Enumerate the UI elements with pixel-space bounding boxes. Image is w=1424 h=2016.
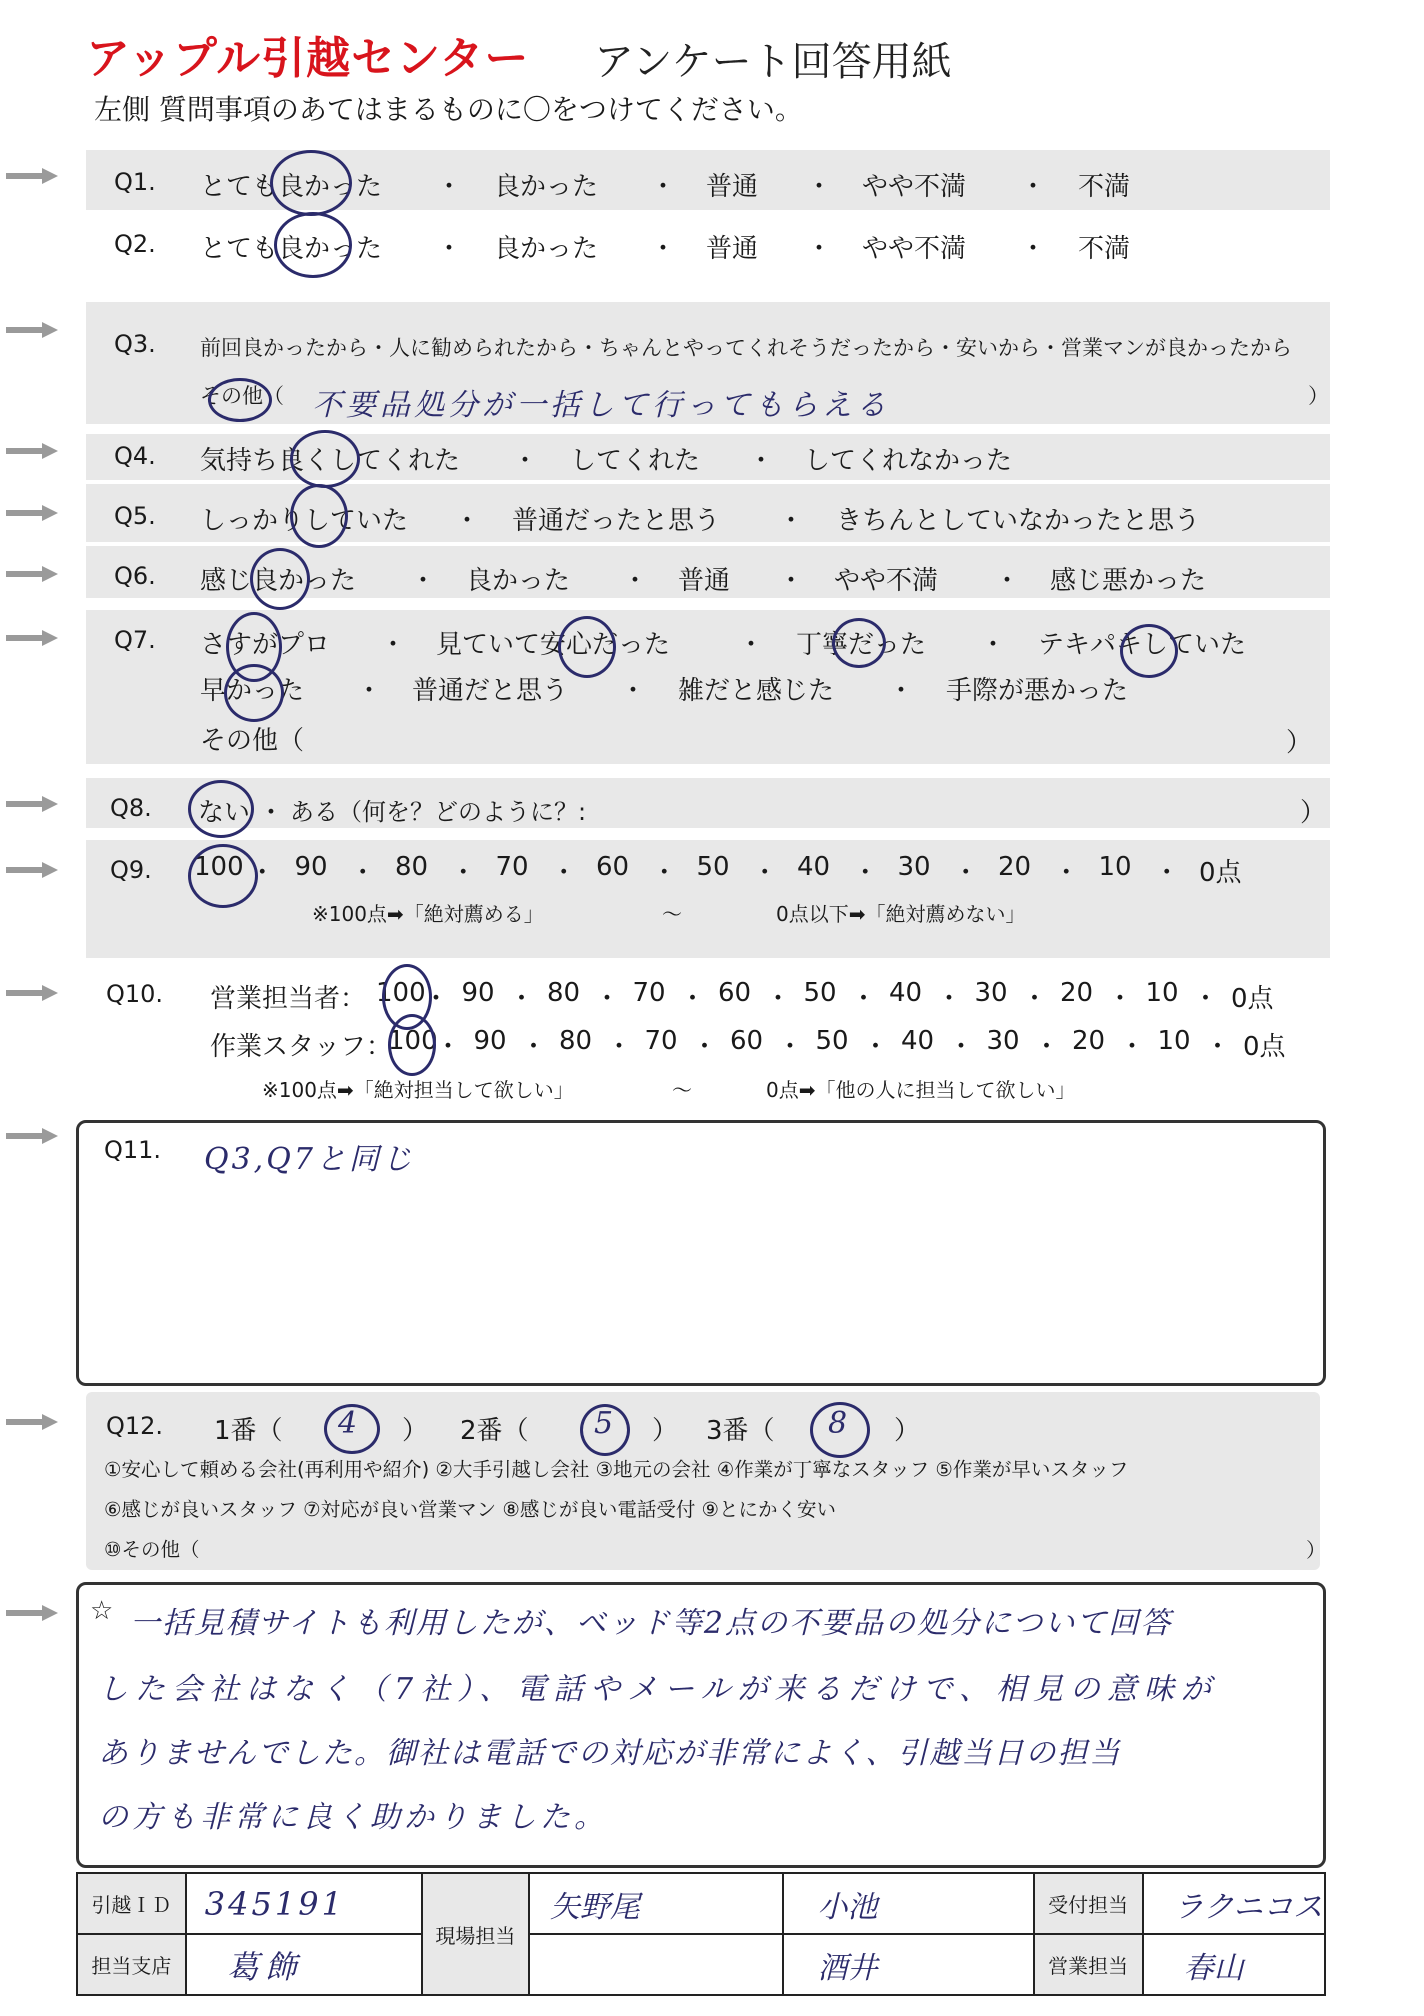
q3-options[interactable]: 前回良かったから・人に勧められたから・ちゃんとやってくれそうだったから・安いから・営業マンが良かったから: [200, 336, 1292, 360]
arrow-icon: [6, 322, 58, 338]
q12-third-label: 3番（: [706, 1416, 775, 1446]
q5-option[interactable]: きちんとしていなかったと思う: [836, 506, 1201, 536]
separator: ・: [862, 1032, 889, 1062]
q12-choices-row1: ①安心して頼める会社(再利用や紹介) ②大手引越し会社 ③地元の会社 ④作業が丁寧なスタッフ ⑤作業が早いスタッフ: [104, 1458, 1129, 1481]
separator: ・: [806, 172, 833, 202]
score-option[interactable]: 0点: [1199, 858, 1242, 888]
separator: ・: [594, 984, 621, 1014]
separator: ・: [777, 1032, 804, 1062]
score-option[interactable]: 90: [461, 978, 495, 1008]
separator: ・: [778, 566, 805, 596]
score-option[interactable]: 50: [815, 1026, 849, 1056]
score-option[interactable]: 30: [897, 852, 931, 882]
arrow-icon: [6, 566, 58, 582]
separator: ・: [691, 1032, 718, 1062]
site-staff-value: 酒井: [817, 1950, 878, 1986]
q10-tilde: ～: [672, 1078, 692, 1102]
separator: ・: [1204, 1032, 1231, 1062]
separator: ・: [620, 676, 647, 706]
separator: ・: [258, 798, 285, 828]
selection-circle: [558, 616, 616, 678]
instruction-text: 左側 質問事項のあてはまるものに〇をつけてください。: [94, 93, 803, 126]
separator: ・: [622, 566, 649, 596]
score-option[interactable]: 80: [547, 978, 581, 1008]
selection-circle: [274, 212, 352, 278]
separator: ・: [1107, 984, 1134, 1014]
q9-label: Q9.: [110, 856, 152, 884]
separator: ・: [651, 858, 678, 888]
separator: ・: [650, 234, 677, 264]
q12-second-label: 2番（: [460, 1416, 529, 1446]
q7-option[interactable]: 見ていて安心だった: [436, 630, 671, 660]
q8-label: Q8.: [110, 794, 152, 822]
separator: ・: [751, 858, 778, 888]
separator: ・: [436, 172, 463, 202]
separator: ・: [508, 984, 535, 1014]
arrow-icon: [6, 1605, 58, 1621]
site-staff-cell-2: [783, 1873, 1034, 1934]
score-option[interactable]: 20: [1072, 1026, 1106, 1056]
arrow-icon: [6, 985, 58, 1001]
reception-value: ラクニコス: [1173, 1889, 1323, 1925]
separator: ・: [1020, 172, 1047, 202]
separator: ・: [994, 566, 1021, 596]
sales-value: 春山: [1183, 1950, 1244, 1986]
selection-circle: [208, 378, 272, 422]
separator: ・: [356, 676, 383, 706]
sales-label: 営業担当: [1034, 1934, 1143, 1995]
site-staff-value: 小池: [817, 1889, 878, 1925]
q9-note-left: ※100点➡「絶対薦める」: [312, 902, 544, 926]
separator: ・: [765, 984, 792, 1014]
reception-cell: [1143, 1873, 1325, 1934]
q7-option[interactable]: テキパキしていた: [1038, 630, 1247, 660]
q2-label: Q2.: [114, 230, 156, 258]
arrow-icon: [6, 630, 58, 646]
q4-label: Q4.: [114, 442, 156, 470]
arrow-icon: [6, 505, 58, 521]
form-title: アンケート回答用紙: [594, 39, 952, 85]
arrow-icon: [6, 796, 58, 812]
score-option[interactable]: 70: [632, 978, 666, 1008]
separator: ・: [936, 984, 963, 1014]
score-option[interactable]: 70: [644, 1026, 678, 1056]
separator: ・: [520, 1032, 547, 1062]
separator: ・: [423, 984, 450, 1014]
q12-close: ）: [894, 1416, 921, 1446]
score-option[interactable]: 20: [998, 852, 1032, 882]
selection-circle: [1120, 624, 1178, 678]
separator: ・: [450, 858, 477, 888]
score-option[interactable]: 100: [376, 978, 426, 1008]
q7-other-close: ）: [1286, 728, 1313, 758]
selection-circle: [250, 548, 310, 610]
separator: ・: [512, 446, 539, 476]
separator: ・: [952, 858, 979, 888]
separator: ・: [249, 858, 276, 888]
score-option[interactable]: 90: [473, 1026, 507, 1056]
company-name: アップル引越センター: [86, 33, 530, 84]
q12-second-answer: 5: [594, 1406, 614, 1441]
separator: ・: [980, 630, 1007, 660]
score-option[interactable]: 40: [797, 852, 831, 882]
q7-option[interactable]: 早かった: [200, 676, 305, 706]
branch-cell: [186, 1934, 422, 1995]
q8-option-nai[interactable]: ない: [198, 798, 251, 828]
separator: ・: [888, 676, 915, 706]
separator: ・: [435, 1032, 462, 1062]
comment-line: の方も非常に良く助かりました。: [98, 1800, 608, 1835]
score-option[interactable]: 40: [901, 1026, 935, 1056]
q6-option[interactable]: 普通: [678, 566, 731, 596]
selection-circle: [290, 430, 360, 488]
selection-circle: [832, 618, 886, 668]
q1-option[interactable]: やや不満: [862, 172, 967, 202]
q4-option[interactable]: 気持ち良くしてくれた: [200, 446, 461, 476]
score-option[interactable]: 100: [194, 852, 244, 882]
separator: ・: [454, 506, 481, 536]
q6-option[interactable]: 感じ悪かった: [1050, 566, 1207, 596]
q12-first-answer: 4: [338, 1406, 358, 1441]
comment-line: 一括見積サイトも利用したが、ベッド等2点の不要品の処分について回答: [130, 1606, 1173, 1641]
q10-note-right: 0点➡「他の人に担当して欲しい」: [766, 1078, 1076, 1102]
score-option[interactable]: 0点: [1243, 1032, 1286, 1062]
score-option[interactable]: 90: [294, 852, 328, 882]
arrow-icon: [6, 1414, 58, 1430]
site-staff-cell-3: [783, 1934, 1034, 1995]
q10-sales-label: 営業担当者：: [210, 984, 367, 1014]
separator: ・: [738, 630, 765, 660]
arrow-icon: [6, 168, 58, 184]
q9-score-row: [194, 852, 1304, 888]
q10-sales-score-row: [376, 978, 1326, 1014]
q2-option[interactable]: 良かった: [494, 234, 599, 264]
q1-label: Q1.: [114, 168, 156, 196]
q12-choices-row3: ⑩その他（: [104, 1538, 200, 1561]
site-staff-label: 現場担当: [422, 1873, 529, 1995]
q8-close: ）: [1300, 798, 1327, 828]
footer-table: [76, 1872, 1326, 1996]
separator: ・: [1119, 1032, 1146, 1062]
q1-option[interactable]: 普通: [706, 172, 759, 202]
separator: ・: [1021, 984, 1048, 1014]
q4-option[interactable]: してくれた: [570, 446, 701, 476]
q10-staff-label: 作業スタッフ：: [210, 1032, 393, 1062]
selection-circle: [188, 780, 254, 838]
separator: ・: [679, 984, 706, 1014]
arrow-icon: [6, 1128, 58, 1144]
separator: ・: [436, 234, 463, 264]
selection-circle: [810, 1402, 870, 1458]
move-id-cell: [186, 1873, 422, 1934]
q11-label: Q11.: [104, 1136, 162, 1164]
q10-label: Q10.: [106, 980, 164, 1008]
move-id-label: 引越ＩＤ: [77, 1873, 186, 1934]
branch-label: 担当支店: [77, 1934, 186, 1995]
score-option[interactable]: 40: [889, 978, 923, 1008]
selection-circle: [324, 1404, 380, 1454]
separator: ・: [748, 446, 775, 476]
selection-circle: [270, 150, 352, 216]
comment-line: ありませんでした。御社は電話での対応が非常によく、引越当日の担当: [98, 1736, 1122, 1771]
score-option[interactable]: 10: [1157, 1026, 1191, 1056]
separator: ・: [948, 1032, 975, 1062]
score-option[interactable]: 30: [986, 1026, 1020, 1056]
q12-close3: ）: [1306, 1538, 1326, 1562]
score-option[interactable]: 10: [1145, 978, 1179, 1008]
arrow-icon: [6, 443, 58, 459]
selection-circle: [290, 484, 348, 548]
q10-note-left: ※100点➡「絶対担当して欲しい」: [262, 1078, 574, 1102]
separator: ・: [1192, 984, 1219, 1014]
q9-tilde: ～: [662, 902, 682, 926]
sales-cell: [1143, 1934, 1325, 1995]
q8-option-aru[interactable]: ある（何を？どのように？:: [290, 798, 587, 826]
separator: ・: [1033, 1032, 1060, 1062]
branch-value: 葛飾: [226, 1947, 303, 1986]
separator: ・: [650, 172, 677, 202]
reception-label: 受付担当: [1034, 1873, 1143, 1934]
q12-close: ）: [652, 1416, 679, 1446]
separator: ・: [349, 858, 376, 888]
score-option[interactable]: 30: [974, 978, 1008, 1008]
selection-circle: [580, 1404, 630, 1456]
score-option[interactable]: 50: [803, 978, 837, 1008]
q12-third-answer: 8: [828, 1406, 848, 1441]
score-option[interactable]: 80: [559, 1026, 593, 1056]
q1-option[interactable]: とても良かった: [200, 172, 383, 202]
separator: ・: [1153, 858, 1180, 888]
q10-staff-score-row: [388, 1026, 1328, 1062]
selection-circle: [188, 844, 258, 908]
score-option[interactable]: 60: [596, 852, 630, 882]
q2-option[interactable]: 不満: [1078, 234, 1131, 264]
q7-other-label[interactable]: その他（: [200, 726, 305, 756]
separator: ・: [1020, 234, 1047, 264]
q5-option[interactable]: しっかりしていた: [200, 506, 409, 536]
star-icon: ☆: [90, 1596, 114, 1626]
selection-circle: [224, 664, 284, 722]
separator: ・: [852, 858, 879, 888]
q12-close: ）: [402, 1416, 429, 1446]
q5-label: Q5.: [114, 502, 156, 530]
separator: ・: [606, 1032, 633, 1062]
separator: ・: [806, 234, 833, 264]
score-option[interactable]: 10: [1098, 852, 1132, 882]
site-staff-cell-empty: [529, 1934, 783, 1995]
q11-answer: Q3,Q7と同じ: [204, 1142, 415, 1177]
selection-circle: [388, 1014, 436, 1076]
q3-other-answer: 不要品処分が一括して行ってもらえる: [312, 388, 890, 423]
q6-label: Q6.: [114, 562, 156, 590]
q6-option[interactable]: 良かった: [466, 566, 571, 596]
q12-first-label: 1番（: [214, 1416, 283, 1446]
q12-choices-row2: ⑥感じが良いスタッフ ⑦対応が良い営業マン ⑧感じが良い電話受付 ⑨とにかく安い: [104, 1498, 837, 1521]
q3-label: Q3.: [114, 330, 156, 358]
q7-option[interactable]: 普通だと思う: [412, 676, 569, 706]
q4-option[interactable]: してくれなかった: [804, 446, 1013, 476]
site-staff-cell-1: [529, 1873, 783, 1934]
score-option[interactable]: 50: [696, 852, 730, 882]
site-staff-value: 矢野尾: [549, 1889, 640, 1925]
arrow-icon: [6, 862, 58, 878]
q7-option[interactable]: 雑だと感じた: [678, 676, 835, 706]
separator: ・: [380, 630, 407, 660]
q3-other-label[interactable]: その他（: [200, 384, 284, 408]
score-option[interactable]: 20: [1060, 978, 1094, 1008]
comment-line: した会社はなく（7社）、電話やメールが来るだけで、相見の意味が: [98, 1672, 1218, 1707]
move-id-value: 345191: [204, 1884, 345, 1923]
q7-label: Q7.: [114, 626, 156, 654]
separator: ・: [550, 858, 577, 888]
q1-option[interactable]: 良かった: [494, 172, 599, 202]
separator: ・: [410, 566, 437, 596]
q7-option[interactable]: さすがプロ: [200, 630, 331, 660]
separator: ・: [1053, 858, 1080, 888]
score-option[interactable]: 0点: [1231, 984, 1274, 1014]
score-option[interactable]: 100: [388, 1026, 438, 1056]
q6-option[interactable]: 感じ良かった: [200, 566, 357, 596]
q9-note-right: 0点以下➡「絶対薦めない」: [776, 902, 1026, 926]
score-option[interactable]: 60: [718, 978, 752, 1008]
q2-option[interactable]: やや不満: [862, 234, 967, 264]
q2-option[interactable]: 普通: [706, 234, 759, 264]
separator: ・: [850, 984, 877, 1014]
q1-option[interactable]: 不満: [1078, 172, 1131, 202]
q7-option[interactable]: 丁寧だった: [796, 630, 927, 660]
score-option[interactable]: 80: [395, 852, 429, 882]
q5-option[interactable]: 普通だったと思う: [512, 506, 721, 536]
q12-label: Q12.: [106, 1412, 164, 1440]
q7-option[interactable]: 手際が悪かった: [946, 676, 1129, 706]
q3-other-close: ）: [1308, 384, 1329, 408]
separator: ・: [778, 506, 805, 536]
q2-option[interactable]: とても良かった: [200, 234, 383, 264]
q6-option[interactable]: やや不満: [834, 566, 939, 596]
score-option[interactable]: 70: [495, 852, 529, 882]
score-option[interactable]: 60: [730, 1026, 764, 1056]
